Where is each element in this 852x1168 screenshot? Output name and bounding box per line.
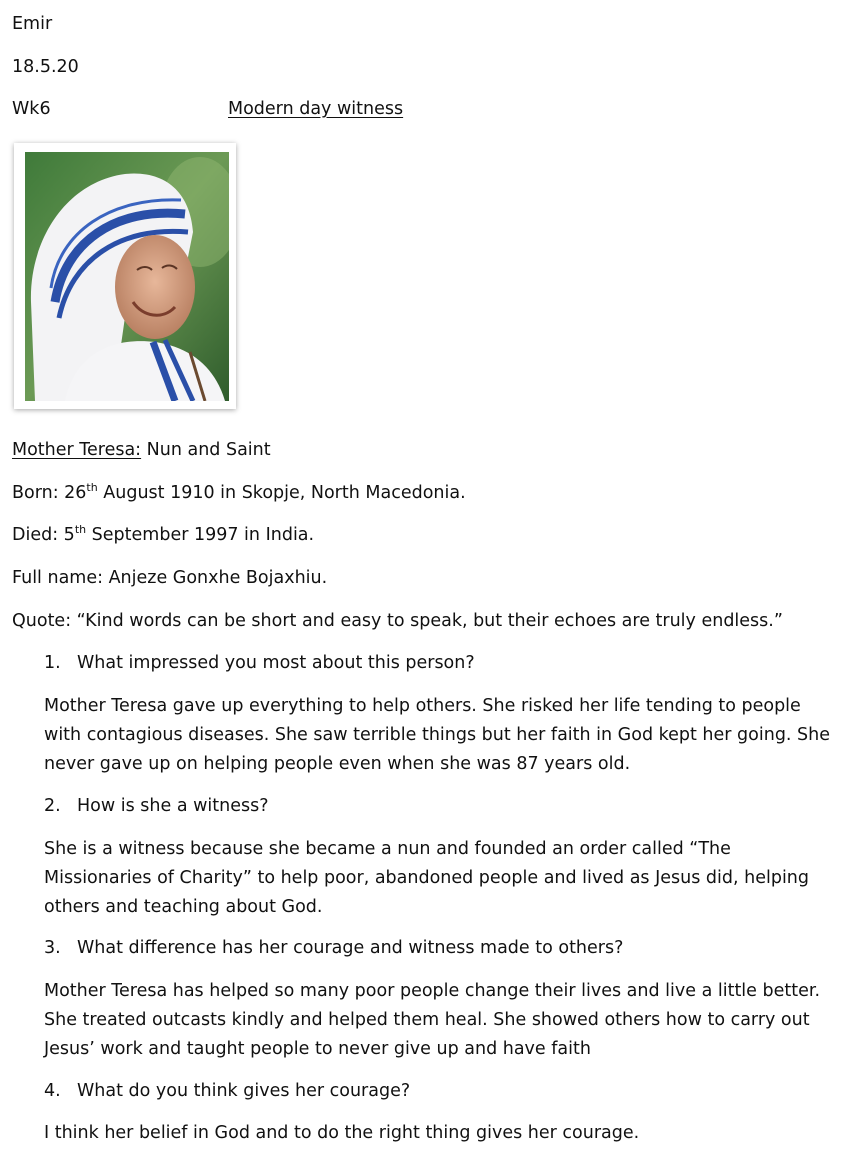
answer-line: She is a witness because she became a nun and founded an order called “The	[44, 839, 731, 859]
subject-heading	[12, 439, 271, 461]
question-number: 4.	[44, 1081, 61, 1101]
answer-paragraph	[44, 977, 820, 1064]
answer-line: with contagious diseases. She saw terrible things but her faith in God kept her going. She	[44, 725, 831, 745]
author-name: Emir	[12, 14, 53, 34]
answer-line: She treated outcasts kindly and helped them heal. She showed others how to carry out	[44, 1010, 810, 1030]
portrait-photo-icon	[25, 152, 229, 401]
question-item	[44, 1080, 410, 1102]
answer-line: Missionaries of Charity” to help poor, abandoned people and lived as Jesus did, helping	[44, 868, 810, 888]
answer-line: never gave up on helping people even when she was 87 years old.	[44, 754, 631, 774]
born-ordinal: th	[86, 481, 98, 494]
week-label: Wk6	[12, 99, 51, 119]
date: 18.5.20	[12, 57, 79, 77]
question-number: 2.	[44, 796, 61, 816]
died-line	[12, 524, 314, 546]
answer-line: Mother Teresa has helped so many poor people change their lives and live a little better.	[44, 981, 821, 1001]
page-title: Modern day witness	[228, 99, 404, 119]
died-detail: September 1997 in India.	[86, 525, 315, 545]
question-text: What do you think gives her courage?	[77, 1081, 411, 1101]
born-label: Born: 26	[12, 483, 87, 503]
question-number: 1.	[44, 653, 61, 673]
answer-paragraph	[44, 835, 809, 922]
portrait-photo	[14, 143, 236, 409]
question-text: What difference has her courage and witness made to others?	[77, 938, 624, 958]
question-item	[44, 795, 269, 817]
subject-role: Nun and Saint	[141, 440, 271, 460]
answer-line: Mother Teresa gave up everything to help others. She risked her life tending to people	[44, 696, 801, 716]
subject-name: Mother Teresa:	[12, 440, 142, 460]
answer-line: others and teaching about God.	[44, 897, 323, 917]
answer-line: Jesus’ work and taught people to never give up and have faith	[44, 1039, 591, 1059]
died-label: Died: 5	[12, 525, 75, 545]
question-item	[44, 937, 623, 959]
question-number: 3.	[44, 938, 61, 958]
born-line	[12, 482, 466, 504]
full-name-line: Full name: Anjeze Gonxhe Bojaxhiu.	[12, 568, 328, 588]
question-item	[44, 652, 475, 674]
question-text: What impressed you most about this person?	[77, 653, 475, 673]
died-ordinal: th	[74, 523, 87, 536]
quote-line: Quote: “Kind words can be short and easy to speak, but their echoes are truly endless.”	[12, 611, 783, 631]
answer-line: I think her belief in God and to do the right thing gives her courage.	[44, 1123, 640, 1143]
answer-paragraph	[44, 1119, 639, 1148]
born-detail: August 1910 in Skopje, North Macedonia.	[97, 483, 466, 503]
answer-paragraph	[44, 692, 830, 779]
question-text: How is she a witness?	[77, 796, 269, 816]
